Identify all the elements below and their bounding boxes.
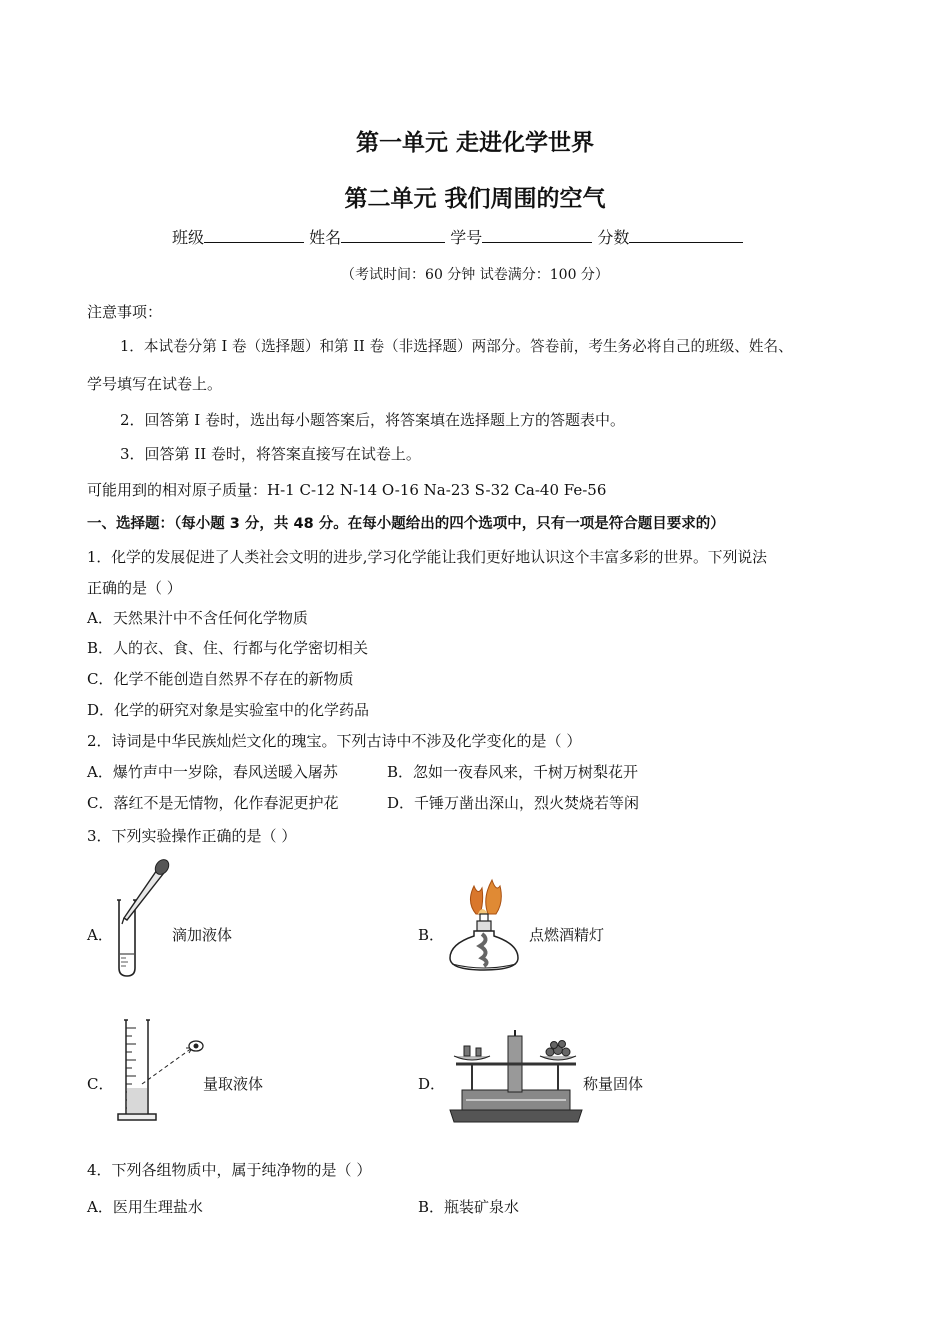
q3-option-a-letter: A． <box>87 926 113 944</box>
notes-heading: 注意事项： <box>87 303 163 321</box>
id-label: 学号 <box>450 228 483 247</box>
class-label: 班级 <box>172 228 205 247</box>
q4-stem: 4．下列各组物质中，属于纯净物的是（ ） <box>87 1161 372 1179</box>
title-unit-1: 第一单元 走进化学世界 <box>355 130 594 156</box>
q3-option-c-caption: 量取液体 <box>203 1075 264 1093</box>
note-item-1-cont: 学号填写在试卷上。 <box>87 375 223 393</box>
q2-option-b: B．忽如一夜春风来，千树万树梨花开 <box>387 763 639 781</box>
q1-option-b: B．人的衣、食、住、行都与化学密切相关 <box>87 639 369 657</box>
measuring-cylinder-figure <box>112 1018 208 1124</box>
q2-stem: 2．诗词是中华民族灿烂文化的瑰宝。下列古诗中不涉及化学变化的是（ ） <box>87 732 582 750</box>
q3-option-d-caption: 称量固体 <box>583 1075 644 1093</box>
q3-option-a-caption: 滴加液体 <box>172 926 233 944</box>
name-blank <box>341 228 445 243</box>
dropper-test-tube-figure <box>112 858 174 980</box>
q1-stem-cont: 正确的是（ ） <box>87 579 182 597</box>
note-item-1: 1．本试卷分第 I 卷（选择题）和第 II 卷（非选择题）两部分。答卷前，考生务必将自己的班级、姓名、 <box>120 338 793 355</box>
section-1-heading: 一、选择题：（每小题 3 分，共 48 分。在每小题给出的四个选项中，只有一项是符合题目要求的） <box>87 516 725 532</box>
q3-option-c-letter: C． <box>87 1075 114 1093</box>
q2-option-d: D．千锤万凿出深山，烈火焚烧若等闲 <box>387 794 640 812</box>
q1-option-a: A．天然果汁中不含任何化学物质 <box>87 609 308 627</box>
q4-option-a: A．医用生理盐水 <box>87 1198 203 1216</box>
atomic-masses: 可能用到的相对原子质量：H-1 C-12 N-14 O-16 Na-23 S-32 Ca-40 Fe-56 <box>87 481 607 499</box>
note-item-3: 3．回答第 II 卷时，将答案直接写在试卷上。 <box>120 445 421 463</box>
q4-option-b: B．瓶装矿泉水 <box>418 1198 520 1216</box>
q2-option-c: C．落红不是无情物，化作春泥更护花 <box>87 794 339 812</box>
q3-option-d-letter: D． <box>418 1075 446 1093</box>
q1-stem: 1．化学的发展促进了人类社会文明的进步,学习化学能让我们更好地认识这个丰富多彩的世界。下列说法 <box>87 549 767 566</box>
student-info-row <box>172 228 743 248</box>
alcohol-lamp-figure <box>444 874 522 976</box>
q3-option-b-letter: B． <box>418 926 445 944</box>
score-label: 分数 <box>597 228 630 247</box>
title-unit-2: 第二单元 我们周围的空气 <box>344 186 606 212</box>
score-blank <box>629 228 743 243</box>
q1-option-c: C．化学不能创造自然界不存在的新物质 <box>87 670 354 688</box>
exam-info: （考试时间：60 分钟 试卷满分：100 分） <box>341 267 609 283</box>
q1-option-d: D．化学的研究对象是实验室中的化学药品 <box>87 701 370 719</box>
note-item-2: 2．回答第 I 卷时，选出每小题答案后，将答案填在选择题上方的答题表中。 <box>120 411 626 429</box>
class-blank <box>204 228 304 243</box>
q3-stem: 3．下列实验操作正确的是（ ） <box>87 827 297 845</box>
q2-option-a: A．爆竹声中一岁除，春风送暖入屠苏 <box>87 763 338 781</box>
q3-option-b-caption: 点燃酒精灯 <box>529 926 605 944</box>
balance-scale-figure <box>446 1030 586 1126</box>
name-label: 姓名 <box>309 228 342 247</box>
id-blank <box>482 228 592 243</box>
